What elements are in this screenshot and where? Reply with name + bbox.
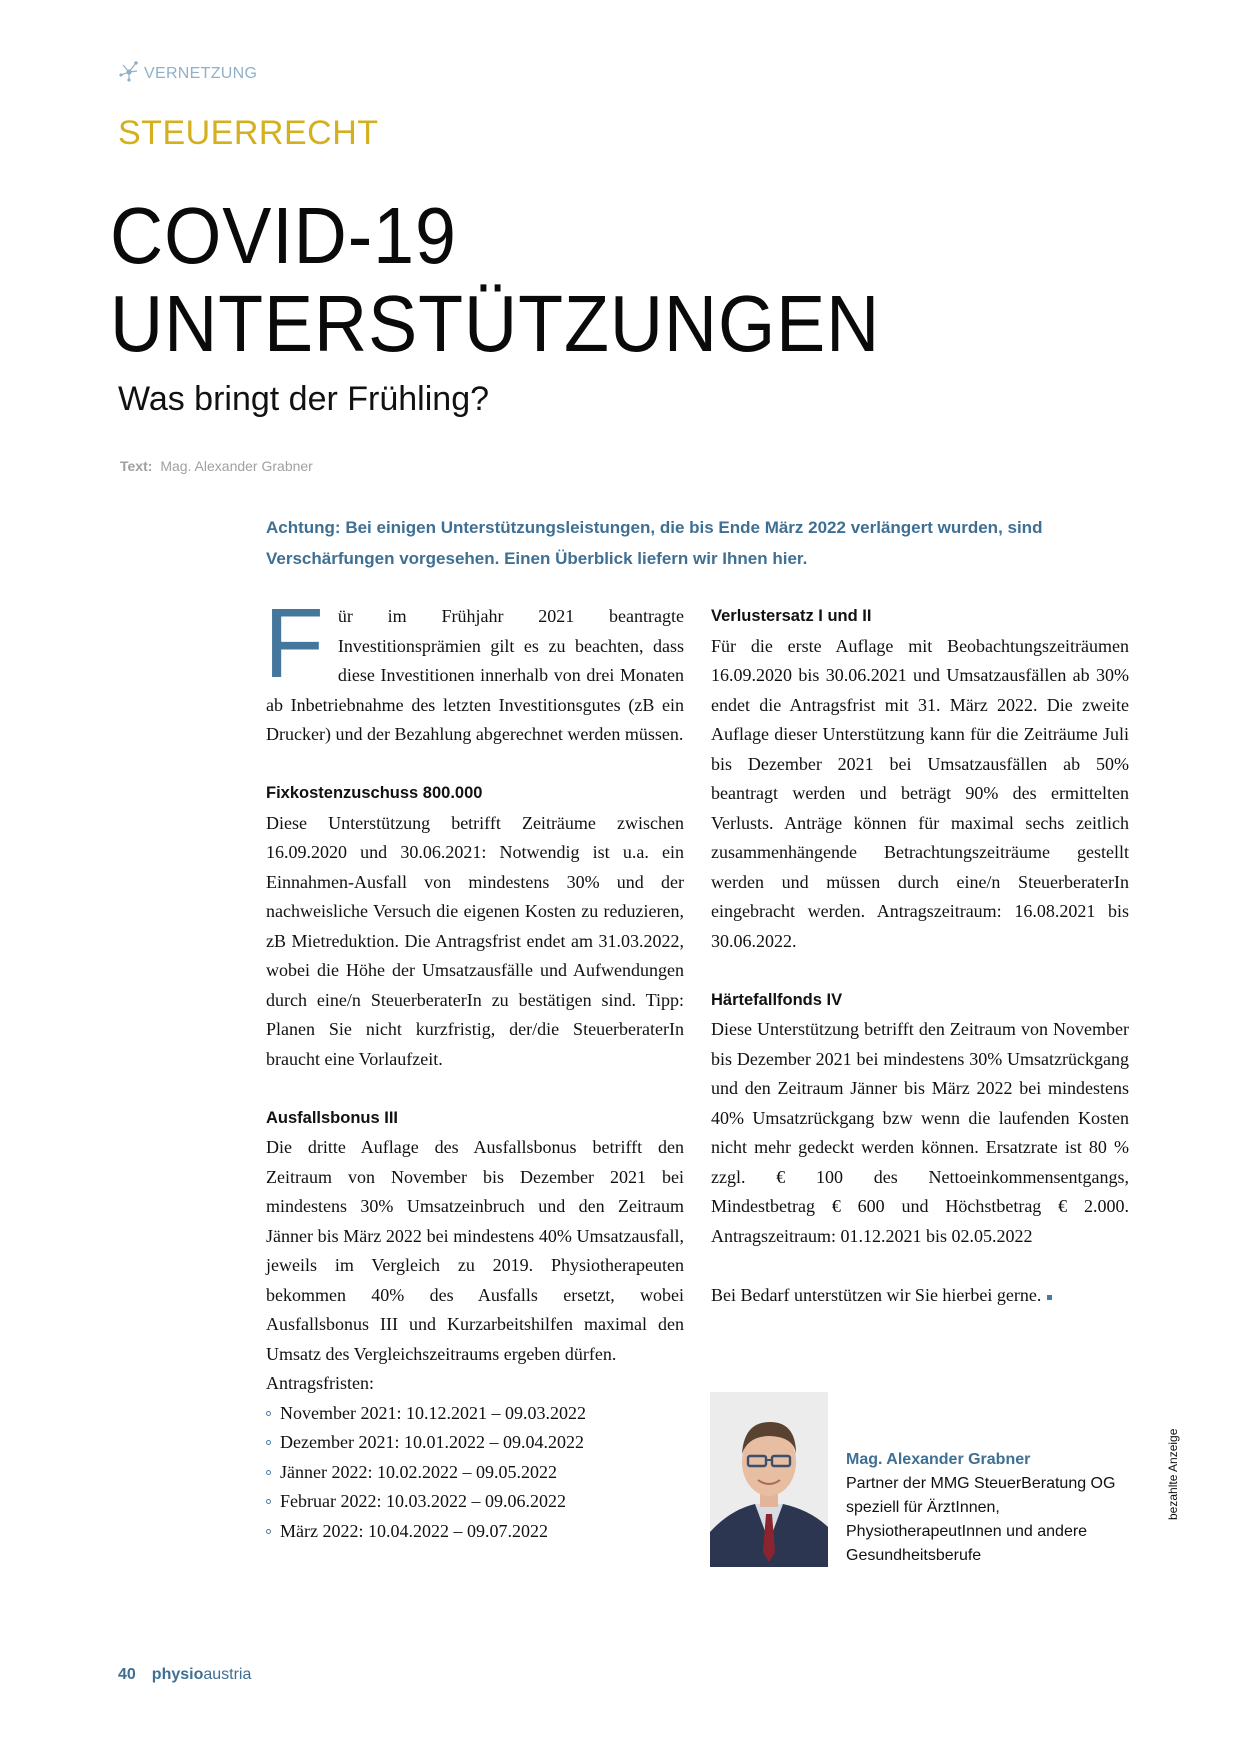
byline-label: Text: [120,458,153,474]
list-item [266,1399,684,1429]
ausfallsbonus-text: Die dritte Auflage des Ausfallsbonus betrifft den Zeitraum von November bis Dezember 2021 bei mindestens 30% Umsatzeinbruch und den Zeitraum Jänner bis März 2022 bei mindestens 40% Umsatzausfall, jeweils im Vergleich zu 2019. Physiotherapeuten bekommen 40% des Ausfalls ersetzt, wobei Ausfallsbonus III und Kurzarbeitshilfen maximal den Umsatz des Vergleichszeitraums ergeben dürfen. [266,1137,684,1364]
intro-text: ür im Frühjahr 2021 beantragte Investitionsprämien gilt es zu beachten, dass diese Investitionen innerhalb von drei Monaten ab Inbetriebnahme des letzten Investitionsgutes (zB ein Drucker) und der Bezahlung abgerechnet werden müssen. [266,606,684,744]
deadline-text: Februar 2022: 10.03.2022 – 09.06.2022 [280,1491,566,1511]
kicker-label: VERNETZUNG [144,64,258,82]
heading-verlustersatz: Verlustersatz I und II [711,607,872,625]
deadlines-label: Antragsfristen: [266,1373,374,1393]
author-bio: Partner der MMG SteuerBeratung OG speziell für ÄrztInnen, PhysiotherapeutInnen und andere Gesundheitsberufe [846,1475,1116,1564]
heading-haertefallfonds: Härtefallfonds IV [711,990,843,1009]
page-number: 40 [118,1666,136,1683]
title-line-1: COVID-19 [110,191,457,280]
heading-ausfallsbonus: Ausfallsbonus III [266,1108,399,1127]
network-icon [118,60,140,87]
list-item [266,1487,684,1517]
bullet-icon [266,1440,271,1445]
brand-regular: austria [203,1666,252,1683]
list-item [266,1428,684,1458]
bullet-icon [266,1411,271,1416]
bullet-icon [266,1470,271,1475]
deadline-text: März 2022: 10.04.2022 – 09.07.2022 [280,1520,548,1541]
subtitle: Was bringt der Frühling? [118,380,490,418]
page-footer [118,1666,251,1684]
list-item [266,1517,684,1547]
byline-author: Mag. Alexander Grabner [160,458,313,474]
section-kicker [118,60,257,87]
fixkostenzuschuss-text: Diese Unterstützung betrifft Zeiträume zwischen 16.09.2020 und 30.06.2021: Notwendig ist u.a. ein Einnahmen-Ausfall von mindestens 30% und der nachweisliche Versuch die eigenen Kosten zu reduzieren, zB Mietreduktion. Die Antragsfrist endet am 31.03.2022, wobei die Höhe der Umsatzausfälle und Aufwendungen durch eine/n SteuerberaterIn zu bestätigen sind. Tipp: Planen Sie nicht kurzfristig, der/die SteuerberaterIn braucht eine Vorlaufzeit. [266,812,684,1069]
closing-paragraph [711,1281,1129,1311]
author-photo [710,1392,828,1567]
closing-text: Bei Bedarf unterstützen wir Sie hierbei gerne. [711,1284,1042,1305]
magazine-brand [152,1666,252,1684]
deadline-text: Dezember 2021: 10.01.2022 – 09.04.2022 [280,1432,584,1452]
deadlines-list [266,1399,684,1547]
list-item [266,1458,684,1488]
page-title [110,192,880,368]
advertisement-label: bezahlte Anzeige [1166,1428,1180,1520]
bullet-icon [266,1529,271,1534]
title-line-2: UNTERSTÜTZUNGEN [110,279,881,368]
author-box [846,1448,1146,1568]
heading-fixkostenzuschuss: Fixkostenzuschuss 800.000 [266,784,483,802]
article-column-right [711,602,1129,1310]
section-label: STEUERRECHT [118,114,379,152]
deadline-text: November 2021: 10.12.2021 – 09.03.2022 [280,1402,586,1423]
intro-paragraph [264,588,684,750]
end-mark-icon [1047,1295,1052,1300]
brand-bold: physio [151,1666,204,1683]
lead-paragraph: Achtung: Bei einigen Unterstützungsleistungen, die bis Ende März 2022 verlängert wurden, sind Verschärfungen vorgesehen. Einen Überblick liefern wir Ihnen hier. [266,518,1043,568]
byline [120,458,313,474]
author-name: Mag. Alexander Grabner [846,1451,1031,1468]
deadline-text: Jänner 2022: 10.02.2022 – 09.05.2022 [280,1461,557,1482]
verlustersatz-text: Für die erste Auflage mit Beobachtungszeiträumen 16.09.2020 bis 30.06.2021 und Umsatzausfällen ab 30% endet die Antragsfrist mit 31. März 2022. Die zweite Auflage dieser Unterstützung kann für die Zeiträume Juli bis Dezember 2021 bei Umsatzausfällen ab 50% beantragt werden und beträgt 90% des ermittelten Verlusts. Anträge können für maximal sechs zeitlich zusammenhängende Betrachtungszeiträume gestellt werden und müssen durch eine/n SteuerberaterIn eingebracht werden. Antragszeitraum: 16.08.2021 bis 30.06.2022. [711,635,1129,951]
haertefallfonds-text: Diese Unterstützung betrifft den Zeitraum von November bis Dezember 2021 bei mindestens 30% Umsatzrückgang und den Zeitraum Jänner bis März 2022 bei mindestens 40% Umsatzrückgang bzw wenn die laufenden Kosten nicht mehr gedeckt werden können. Ersatzrate ist 80 % zzgl. € 100 des Nettoeinkommensentgangs, Mindestbetrag € 600 und Höchstbetrag € 2.000. Antragszeitraum: 01.12.2021 bis 02.05.2022 [711,1019,1129,1246]
article-column-left [264,588,684,1546]
bullet-icon [266,1499,271,1504]
drop-cap: F [264,588,324,698]
